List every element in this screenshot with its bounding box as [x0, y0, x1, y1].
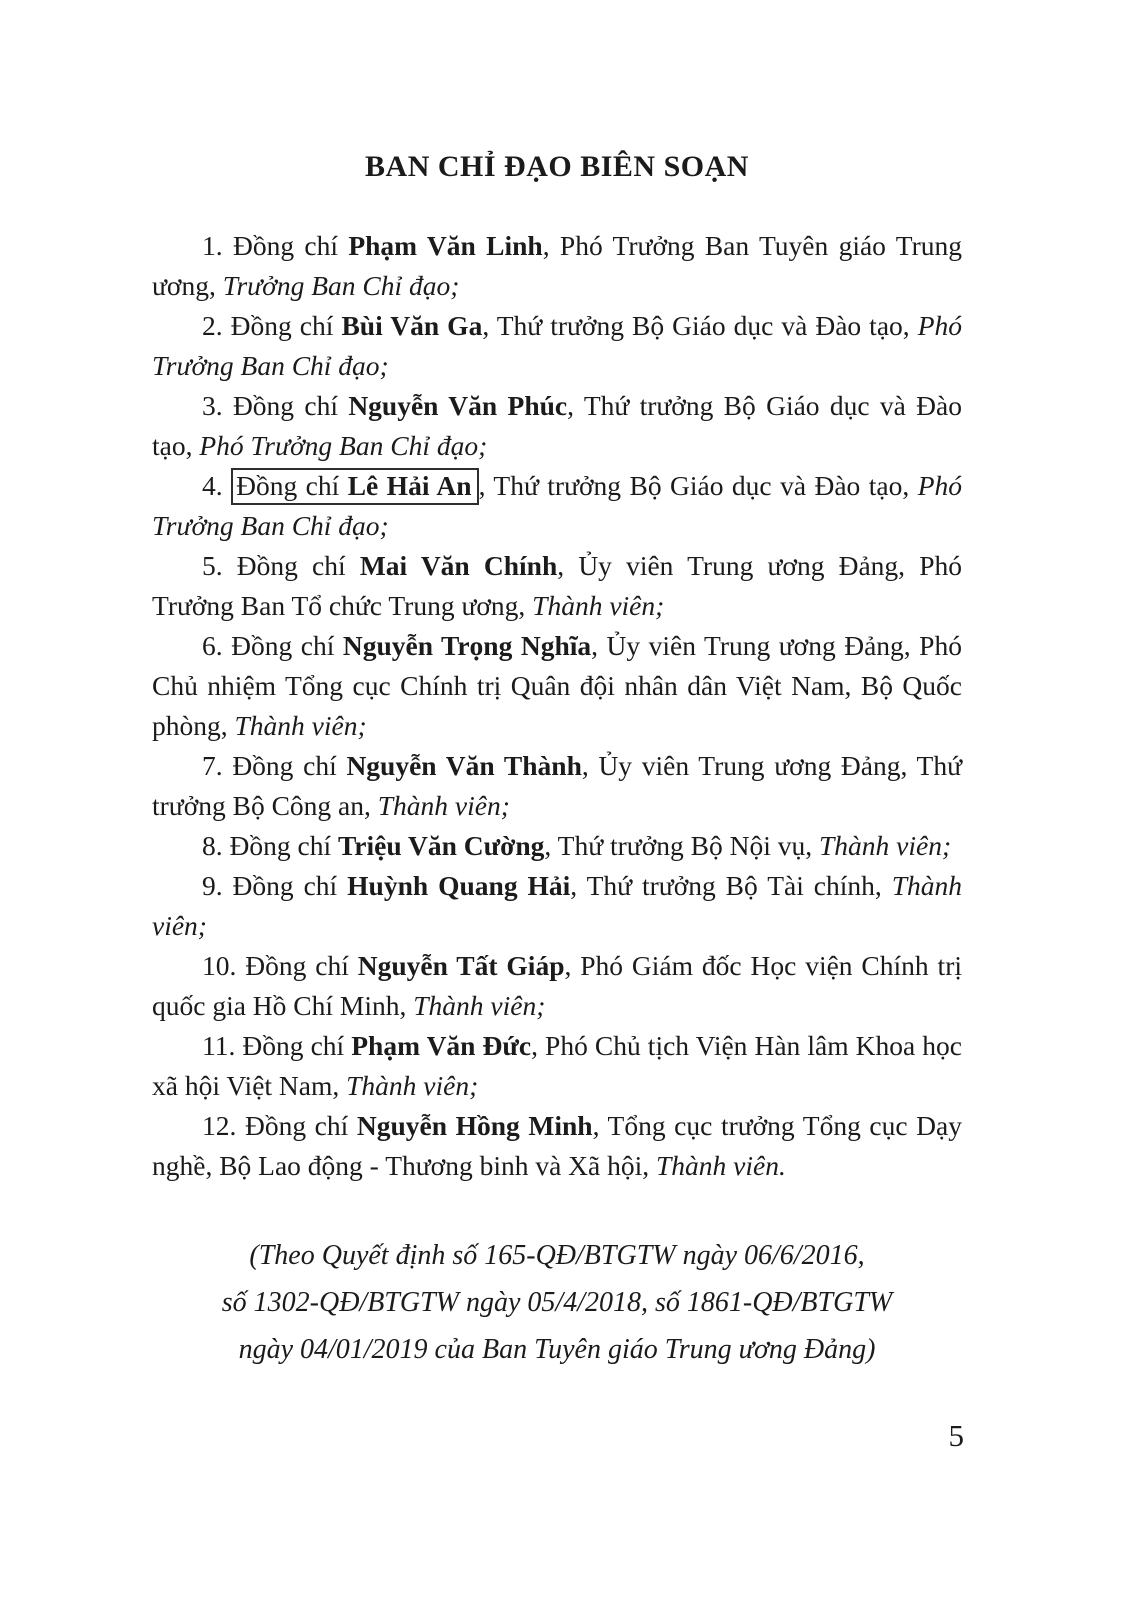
- member-name: Phạm Văn Đức: [351, 1030, 532, 1061]
- member-role: Phó Trưởng Ban Chỉ đạo;: [199, 430, 488, 461]
- member-name: Nguyễn Trọng Nghĩa: [342, 630, 592, 661]
- member-name: Phạm Văn Linh: [348, 230, 543, 261]
- member-name: Nguyễn Văn Thành: [346, 750, 582, 781]
- member-role: Phó Trưởng Ban Chỉ đạo;: [152, 310, 962, 381]
- member-text: 9. Đồng chí: [202, 870, 348, 901]
- member-text: , Ủy viên Trung ương Đảng, Phó Chủ nhiệm Tổng cục Chính trị Quân đội nhân dân Việt Nam, Bộ Quốc phòng,: [152, 630, 962, 741]
- member-name: Nguyễn Tất Giáp: [357, 950, 565, 981]
- citation-line: số 1302-QĐ/BTGTW ngày 05/4/2018, số 1861-QĐ/BTGTW: [221, 1287, 893, 1318]
- member-text: 5. Đồng chí: [202, 550, 360, 581]
- member-name: Lê Hải An: [347, 470, 472, 501]
- member-text: 11. Đồng chí: [202, 1030, 352, 1061]
- member-item: [152, 546, 962, 626]
- citation-line: ngày 04/01/2019 của Ban Tuyên giáo Trung ương Đảng): [238, 1334, 876, 1365]
- member-text: , Phó Trưởng Ban Tuyên giáo Trung ương,: [152, 230, 962, 301]
- member-name: Huỳnh Quang Hải: [347, 870, 571, 901]
- member-role: Thành viên;: [532, 590, 665, 621]
- member-item: [152, 826, 962, 866]
- member-name: Nguyễn Văn Phúc: [348, 390, 568, 421]
- member-list: [152, 226, 962, 1186]
- member-text: 10. Đồng chí: [202, 950, 358, 981]
- member-text: 2. Đồng chí: [202, 310, 342, 341]
- member-item: [152, 1106, 962, 1186]
- member-item: [152, 306, 962, 386]
- member-text: , Phó Chủ tịch Viện Hàn lâm Khoa học xã hội Việt Nam,: [152, 1030, 962, 1101]
- member-text: , Ủy viên Trung ương Đảng, Thứ trưởng Bộ Công an,: [152, 750, 962, 821]
- member-text: , Thứ trưởng Bộ Tài chính,: [570, 870, 892, 901]
- member-text: 12. Đồng chí: [202, 1110, 357, 1141]
- member-item: [152, 626, 962, 746]
- member-role: Thành viên.: [656, 1150, 786, 1181]
- member-name: Bùi Văn Ga: [341, 310, 483, 341]
- member-role: Trưởng Ban Chỉ đạo;: [222, 270, 460, 301]
- member-item: [152, 946, 962, 1026]
- member-text: , Tổng cục trưởng Tổng cục Dạy nghề, Bộ Lao động - Thương binh và Xã hội,: [152, 1110, 962, 1181]
- member-text: , Thứ trưởng Bộ Nội vụ,: [544, 830, 819, 861]
- member-role: Thành viên;: [234, 710, 367, 741]
- member-role: Thành viên;: [346, 1070, 479, 1101]
- member-text: 1. Đồng chí: [202, 230, 349, 261]
- highlight-box: [231, 468, 478, 505]
- member-text: , Thứ trưởng Bộ Giáo dục và Đào tạo,: [482, 310, 918, 341]
- member-name: Triệu Văn Cường: [337, 830, 545, 861]
- member-text: , Thứ trưởng Bộ Giáo dục và Đào tạo,: [152, 390, 962, 461]
- member-role: Thành viên;: [413, 990, 546, 1021]
- citation: [152, 1232, 962, 1373]
- member-role: Thành viên;: [377, 790, 510, 821]
- member-text: , Thứ trưởng Bộ Giáo dục và Đào tạo,: [478, 470, 918, 501]
- member-item: [152, 746, 962, 826]
- member-text: 6. Đồng chí: [202, 630, 343, 661]
- member-name: Nguyễn Hồng Minh: [356, 1110, 593, 1141]
- member-text: , Phó Giám đốc Học viện Chính trị quốc gia Hồ Chí Minh,: [152, 950, 962, 1021]
- member-text: 8. Đồng chí: [202, 830, 338, 861]
- member-text: 7. Đồng chí: [202, 750, 347, 781]
- member-text: Đồng chí: [236, 470, 348, 501]
- member-item: [152, 226, 962, 306]
- member-item: [152, 1026, 962, 1106]
- member-text: 4.: [202, 470, 232, 501]
- member-item: [152, 866, 962, 946]
- member-name: Mai Văn Chính: [359, 550, 558, 581]
- member-role: Thành viên;: [818, 830, 952, 861]
- page-title: BAN CHỈ ĐẠO BIÊN SOẠN: [365, 150, 749, 183]
- member-role: Phó Trưởng Ban Chỉ đạo;: [152, 470, 962, 541]
- member-item: [152, 466, 962, 546]
- member-item: [152, 386, 962, 466]
- member-text: 3. Đồng chí: [202, 390, 349, 421]
- citation-line: (Theo Quyết định số 165-QĐ/BTGTW ngày 06/6/2016,: [249, 1240, 865, 1271]
- member-text: , Ủy viên Trung ương Đảng, Phó Trưởng Ban Tổ chức Trung ương,: [152, 550, 962, 621]
- member-role: Thành viên;: [152, 870, 962, 941]
- page-number: 5: [948, 1418, 964, 1453]
